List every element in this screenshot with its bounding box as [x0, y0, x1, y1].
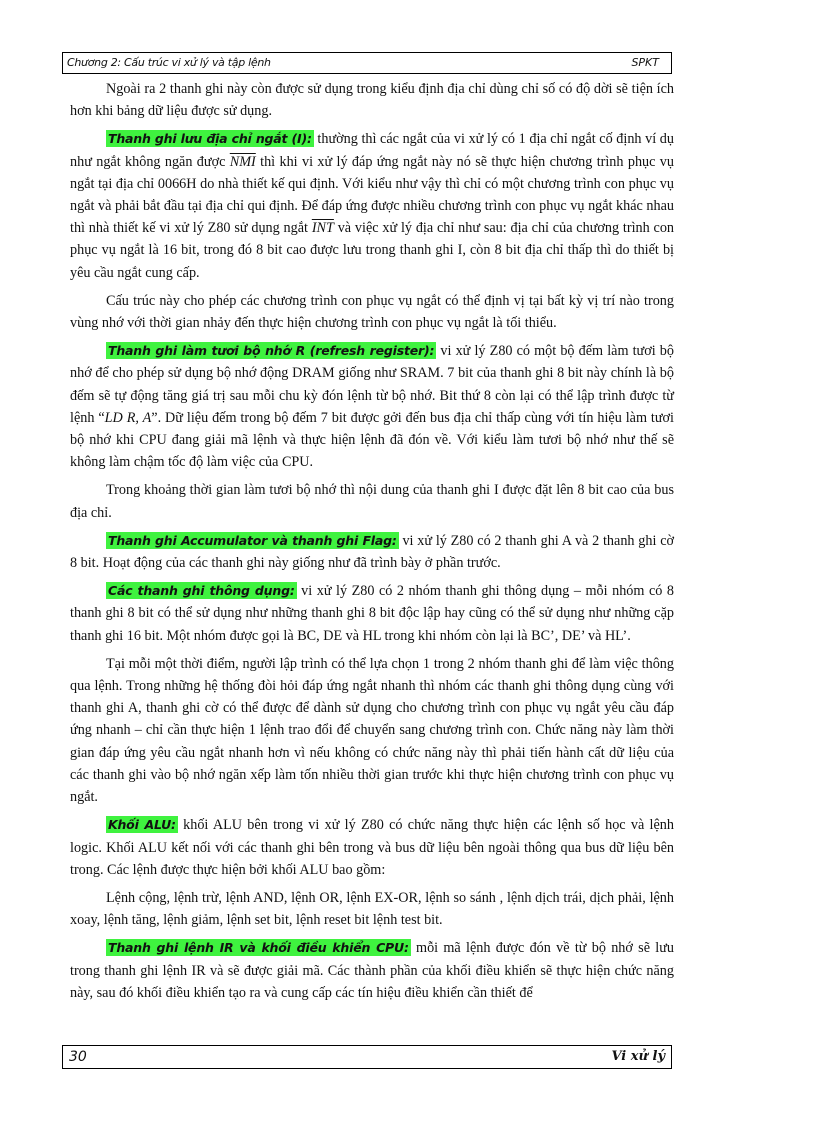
instruction-code: LD R, A	[104, 409, 152, 426]
paragraph: Thanh ghi lưu địa chỉ ngắt (I): thường thì các ngắt của vi xử lý có 1 địa chỉ ngắt cố định ví dụ như ngắt không ngăn được $\overline{NMI}$ thì khi vi xử lý đáp ứng ngắt này nó sẽ thực hiện chương trình phục vụ ngắt tại địa chỉ 0066H do nhà thiết kế qui định. Với kiểu như vậy thì chỉ có một chương trình con phục vụ ngắt và phải bắt đầu tại địa chỉ qui định. Để đáp ứng được nhiều chương trình con phục vụ ngắt khác nhau thì nhà thiết kế vi xử lý Z80 sử dụng ngắt $\overline{INT}$ và việc xử lý địa chỉ như sau: địa chỉ của chương trình con phục vụ ngắt là 16 bit, trong đó 8 bit cao được lưu trong thanh ghi I, còn 8 bit địa chỉ thấp thì do thiết bị yêu cầu ngắt cung cấp.	[70, 131, 675, 281]
subject-label: Vi xử lý	[611, 1049, 665, 1064]
nmi-signal: $\overline{NMI}$	[229, 153, 256, 170]
paragraph: Cấu trúc này cho phép các chương trình con phục vụ ngắt có thể định vị tại bất kỳ vị trí nào trong vùng nhớ với thời gian nhảy đến thực hiện chương trình con phục vụ ngắt là tối thiểu.	[70, 292, 674, 332]
page-number: 30	[69, 1049, 87, 1065]
paragraph: Thanh ghi Accumulator và thanh ghi Flag: vi xử lý Z80 có 2 thanh ghi A và 2 thanh ghi cờ 8 bit. Hoạt động của các thanh ghi này giống như đã trình bày ở phần trước.	[70, 532, 674, 572]
page-body	[70, 78, 674, 1010]
section-heading: Thanh ghi Accumulator và thanh ghi Flag:	[108, 532, 397, 548]
paragraph: Trong khoảng thời gian làm tươi bộ nhớ thì nội dung của thanh ghi I được đặt lên 8 bit cao của bus địa chỉ.	[70, 482, 674, 521]
section-heading: Thanh ghi lệnh IR và khối điều khiển CPU:	[108, 940, 409, 956]
section-heading: Thanh ghi làm tươi bộ nhớ R (refresh register):	[108, 343, 435, 359]
section-heading: Thanh ghi lưu địa chỉ ngắt (I):	[108, 131, 312, 147]
paragraph: Khối ALU: khối ALU bên trong vi xử lý Z80 có chức năng thực hiện các lệnh số học và lệnh logic. Khối ALU kết nối với các thanh ghi bên trong và bus dữ liệu bên ngoài thông qua bus dữ liệu bên trong. Các lệnh được thực hiện bởi khối ALU bao gồm:	[70, 817, 674, 878]
paragraph: Thanh ghi lệnh IR và khối điều khiển CPU: mỗi mã lệnh được đón về từ bộ nhớ sẽ lưu trong thanh ghi lệnh IR và sẽ được giải mã. Các thành phần của khối điều khiển sẽ thực hiện chức năng này, sau đó khối điều khiển tạo ra và cung cấp các tín hiệu điều khiển cần thiết để	[70, 940, 675, 1001]
paragraph: Các thanh ghi thông dụng: vi xử lý Z80 có 2 nhóm thanh ghi thông dụng – mỗi nhóm có 8 thanh ghi 8 bit có thể sử dụng như những thanh ghi 8 bit độc lập hay cũng có thể sử dụng như những cặp thanh ghi 16 bit. Một nhóm được gọi là BC, DE và HL trong khi nhóm còn lại là BC’, DE’ và HL’.	[70, 583, 674, 644]
section-heading: Các thanh ghi thông dụng:	[108, 583, 295, 599]
paragraph: Thanh ghi làm tươi bộ nhớ R (refresh register): vi xử lý Z80 có một bộ đếm làm tươi bộ nhớ để cho phép sử dụng bộ nhớ động DRAM giống như SRAM. 7 bit của thanh ghi 8 bit này chính là bộ đếm sẽ tự động tăng giá trị sau mỗi chu kỳ đón lệnh từ bộ nhớ. Bit thứ 8 còn lại có thể lập trình được từ lệnh “LD R, A”. Dữ liệu đếm trong bộ đếm 7 bit được gởi đến bus địa chỉ thấp cùng với tín hiệu làm tươi bộ nhớ khi CPU đang giải mã lệnh và thực hiện lệnh đã đón về. Với kiểu làm tươi bộ nhớ như thế sẽ không làm chậm tốc độ làm việc của CPU.	[70, 343, 674, 471]
section-heading: Khối ALU:	[108, 817, 176, 833]
paragraph: Lệnh cộng, lệnh trừ, lệnh AND, lệnh OR, lệnh EX-OR, lệnh so sánh , lệnh dịch trái, dịch phải, lệnh xoay, lệnh tăng, lệnh giảm, lệnh set bit, lệnh reset bit lệnh test bit.	[70, 889, 674, 929]
paragraph: Ngoài ra 2 thanh ghi này còn được sử dụng trong kiểu định địa chỉ dùng chỉ số có độ dời sẽ tiện ích hơn khi bảng dữ liệu được sử dụng.	[70, 81, 674, 120]
chapter-title: Chương 2: Cấu trúc vi xử lý và tập lệnh	[67, 56, 271, 69]
page-header	[62, 52, 672, 74]
school-label: SPKT	[631, 56, 659, 69]
page-footer	[62, 1045, 672, 1069]
paragraph: Tại mỗi một thời điểm, người lập trình có thể lựa chọn 1 trong 2 nhóm thanh ghi để làm việc thông qua lệnh. Trong những hệ thống đòi hỏi đáp ứng ngắt nhanh thì nhóm các thanh ghi thông dụng cùng với thanh ghi A, thanh ghi cờ có thể được để dành sử dụng cho chương trình con phục vụ ngắt yêu cầu đáp ứng nhanh – chỉ cần thực hiện 1 lệnh trao đổi để chuyển sang chương trình con. Chức năng này làm thời gian đáp ứng yêu cầu ngắt nhanh hơn vì nếu không có chức năng này thì phải tiến hành cất dữ liệu của các thanh ghi vào bộ nhớ ngăn xếp làm tốn nhiều thời gian trước khi thực hiện chương trình con phục vụ ngắt.	[70, 655, 674, 806]
int-signal: $\overline{INT}$	[311, 220, 334, 237]
